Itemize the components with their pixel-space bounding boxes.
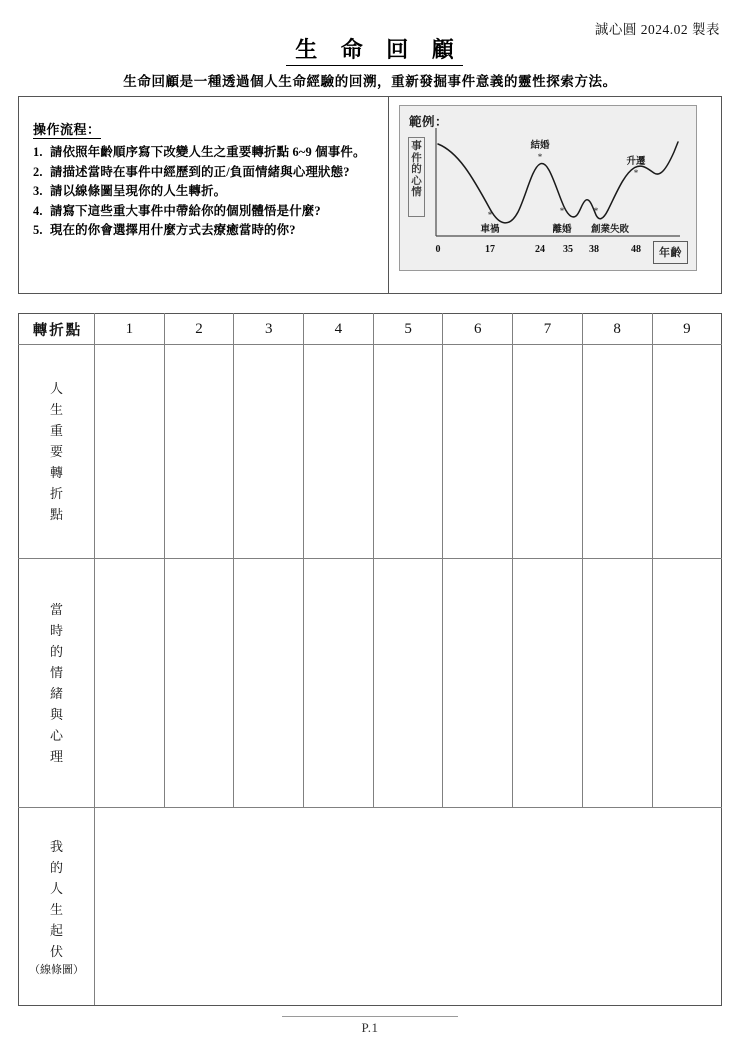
chart-xtick-label: 17 [485, 244, 495, 255]
table-cell[interactable] [513, 559, 583, 808]
footer [0, 1019, 740, 1037]
y-axis-char: 的 [411, 164, 422, 175]
example-panel [389, 97, 721, 293]
table-cell[interactable] [652, 345, 722, 559]
page-number: P.1 [361, 1020, 379, 1035]
table-cell[interactable] [304, 559, 374, 808]
y-axis-char: 件 [411, 152, 422, 164]
table-cell[interactable] [164, 559, 234, 808]
step-number: 5. [33, 223, 43, 237]
row-label-char: 要 [49, 444, 63, 459]
chart-xtick-label: 0 [435, 244, 441, 255]
row-label-char: 伏 [49, 943, 63, 959]
row-label-char: 生 [49, 901, 63, 917]
step-text: 請描述當時在事件中經歷到的正/負面情緒與心理狀態? [50, 164, 350, 179]
row-label-char: 我 [49, 838, 63, 854]
instructions-heading: 操作流程： [33, 119, 101, 139]
chart-y-axis-label [408, 137, 425, 217]
y-axis-char: 情 [411, 187, 422, 198]
table-cell[interactable] [95, 345, 165, 559]
step-text: 請依照年齡順序寫下改變人生之重要轉折點 6~9 個事件。 [50, 145, 366, 159]
table-cell[interactable] [652, 559, 722, 808]
row-label-emotions [19, 559, 95, 808]
instruction-step [33, 221, 378, 241]
row-label-char: 點 [49, 507, 63, 522]
life-review-example-chart [428, 124, 690, 266]
table-header-cell: 9 [652, 314, 722, 345]
page-subtitle: 生命回顧是一種透過個人生命經驗的回溯，重新發掘事件意義的靈性探索方法。 [123, 74, 617, 89]
instruction-step [33, 202, 378, 222]
row-label-char: 心 [49, 728, 63, 743]
instructions-panel [19, 97, 389, 293]
row-label-char: 與 [49, 707, 63, 722]
table-row [19, 808, 722, 1006]
example-figure [399, 105, 697, 271]
table-cell[interactable] [582, 559, 652, 808]
table-row [19, 345, 722, 559]
chart-xtick-label: 35 [563, 244, 573, 255]
row-label-char: 的 [49, 859, 63, 875]
chart-xtick-label: 38 [589, 244, 599, 255]
row-label-char: 時 [49, 623, 63, 638]
table-cell-life-graph-area[interactable] [95, 808, 722, 1006]
table-header-cell: 2 [164, 314, 234, 345]
chart-marker-marriage: * [537, 152, 543, 162]
document-credit: 誠心圓 2024.02 製表 [594, 22, 720, 37]
step-number: 4. [33, 203, 43, 218]
chart-annotation-label: 創業失敗 [590, 224, 630, 235]
table-header-cell: 6 [443, 314, 513, 345]
table-row [19, 559, 722, 808]
chart-x-axis-label: 年齡 [653, 241, 688, 264]
table-cell[interactable] [582, 345, 652, 559]
row-label-sub: （線條圖） [29, 963, 84, 976]
table-cell[interactable] [234, 559, 304, 808]
table-header-row [19, 314, 722, 345]
table-cell[interactable] [164, 345, 234, 559]
row-label-char: 重 [49, 423, 63, 438]
row-label-char: 折 [49, 486, 63, 501]
row-label-char: 起 [49, 922, 63, 938]
y-axis-char: 事 [411, 141, 422, 152]
table-cell[interactable] [95, 559, 165, 808]
row-label-char: 人 [49, 381, 63, 396]
page-title [0, 33, 740, 66]
page-title-text: 生 命 回 顧 [286, 33, 463, 66]
row-label-char: 理 [49, 749, 63, 764]
step-number: 1. [33, 145, 43, 159]
chart-xtick-label: 48 [631, 244, 641, 255]
row-label-char: 緒 [49, 686, 63, 701]
step-number: 2. [33, 164, 43, 179]
chart-marker-divorce: * [559, 206, 565, 216]
chart-marker-caraccident: * [487, 210, 493, 220]
table-cell[interactable] [373, 345, 443, 559]
table-cell[interactable] [443, 559, 513, 808]
instruction-step [33, 143, 378, 163]
row-label-life-graph [19, 808, 95, 1006]
table-cell[interactable] [373, 559, 443, 808]
top-panels [18, 96, 722, 294]
table-header-cell: 3 [234, 314, 304, 345]
chart-annotation-label: 車禍 [480, 224, 500, 235]
life-review-table [18, 313, 722, 1006]
chart-xtick-label: 24 [535, 244, 545, 255]
table-cell[interactable] [443, 345, 513, 559]
chart-annotation-label: 結婚 [530, 140, 550, 151]
row-label-char: 的 [49, 644, 63, 659]
table-cell[interactable] [304, 345, 374, 559]
chart-mood-curve [438, 142, 678, 223]
row-label-char: 當 [49, 602, 63, 617]
table-header-cell: 7 [513, 314, 583, 345]
example-label: 範例： [409, 115, 449, 129]
footer-divider [282, 1016, 458, 1017]
table-header-cell: 4 [304, 314, 374, 345]
step-text: 請以線條圖呈現你的人生轉折。 [50, 184, 227, 198]
table-header-cell: 5 [373, 314, 443, 345]
row-label-char: 情 [49, 665, 63, 680]
row-label-char: 生 [49, 402, 63, 417]
chart-annotation-label: 離婚 [552, 224, 572, 235]
table-header-cell: 1 [95, 314, 165, 345]
table-cell[interactable] [234, 345, 304, 559]
table-cell[interactable] [513, 345, 583, 559]
y-axis-char: 心 [411, 175, 422, 187]
instruction-step [33, 182, 378, 202]
instruction-step [33, 163, 378, 183]
row-label-char: 轉 [49, 465, 63, 480]
chart-annotation-label: 升遷 [626, 156, 646, 167]
chart-marker-promotion: * [633, 168, 639, 178]
step-text: 請寫下這些重大事件中帶給你的個別體悟是什麼? [50, 203, 321, 218]
row-label-turning-points [19, 345, 95, 559]
step-text: 現在的你會選擇用什麼方式去療癒當時的你? [50, 223, 296, 237]
table-header-cell: 8 [582, 314, 652, 345]
step-number: 3. [33, 184, 43, 198]
table-header-rowlabel: 轉折點 [19, 314, 95, 345]
chart-marker-businessfailure: * [593, 206, 599, 216]
row-label-char: 人 [49, 880, 63, 896]
instructions-list [33, 143, 378, 241]
